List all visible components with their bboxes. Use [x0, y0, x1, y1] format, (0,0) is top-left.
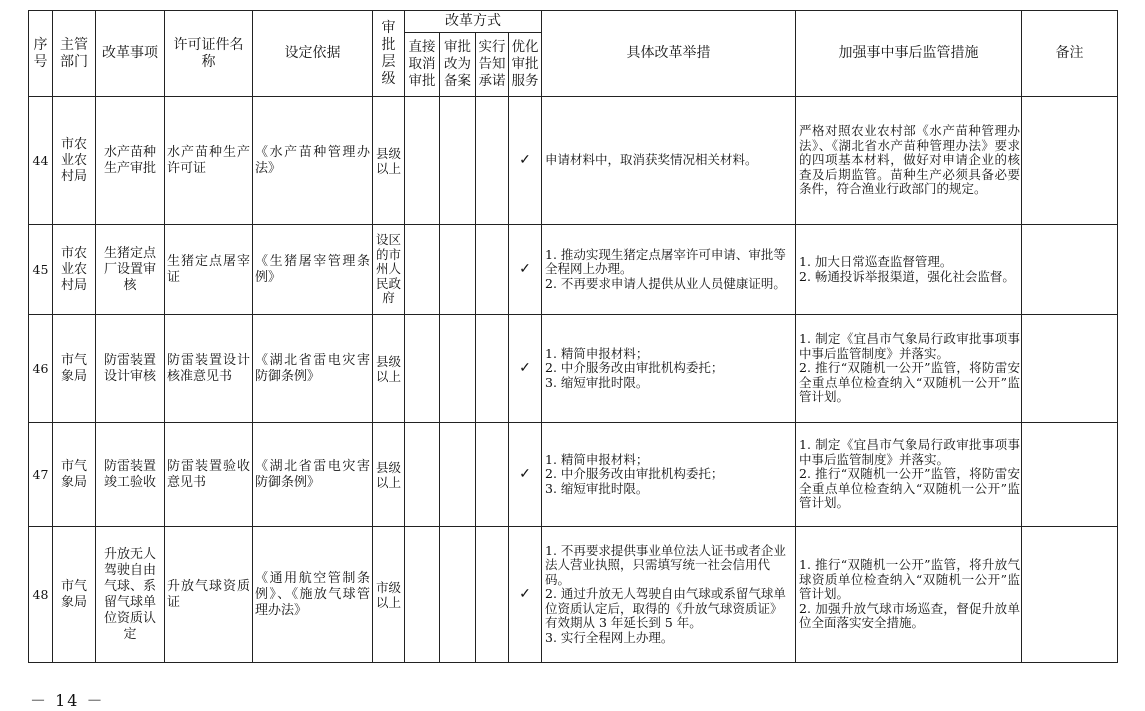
row-measures: 1. 精简申报材料； 2. 中介服务改由审批机构委托； 3. 缩短审批时限。: [542, 423, 796, 527]
header-supervision: 加强事中事后监管措施: [796, 11, 1022, 97]
row-mode-cancel: [405, 423, 440, 527]
row-basis: 《湖北省雷电灾害防御条例》: [253, 423, 373, 527]
row-mode-promise: [476, 423, 509, 527]
row-supervision: 1. 制定《宜昌市气象局行政审批事项事中事后监管制度》并落实。 2. 推行“双随机一公开”监管，将防雷安全重点单位检查纳入“双随机一公开”监管计划。: [796, 315, 1022, 423]
row-item: 防雷装置竣工验收: [96, 423, 165, 527]
row-item: 防雷装置设计审核: [96, 315, 165, 423]
header-seq: 序号: [29, 11, 53, 97]
row-dept: 市气象局: [53, 315, 96, 423]
row-remark: [1022, 315, 1118, 423]
header-measures: 具体改革举措: [542, 11, 796, 97]
row-mode-record: [440, 225, 476, 315]
header-mode-cancel: 直接取消审批: [405, 33, 440, 97]
header-basis: 设定依据: [253, 11, 373, 97]
row-remark: [1022, 423, 1118, 527]
row-mode-cancel: [405, 97, 440, 225]
header-license: 许可证件名称: [165, 11, 253, 97]
row-license: 水产苗种生产许可证: [165, 97, 253, 225]
row-basis: 《生猪屠宰管理条例》: [253, 225, 373, 315]
row-mode-record: [440, 315, 476, 423]
row-seq: 48: [29, 527, 53, 663]
row-remark: [1022, 527, 1118, 663]
header-mode-promise: 实行告知承诺: [476, 33, 509, 97]
row-supervision: 1. 制定《宜昌市气象局行政审批事项事中事后监管制度》并落实。 2. 推行“双随机一公开”监管，将防雷安全重点单位检查纳入“双随机一公开”监管计划。: [796, 423, 1022, 527]
page-number: － 14 －: [30, 691, 105, 710]
table-row: [29, 97, 1118, 225]
row-measures: 1. 不再要求提供事业单位法人证书或者企业法人营业执照，只需填写统一社会信用代码。 2. 通过升放无人驾驶自由气球或系留气球单位资质认定后，取得的《升放气球资质证》有效期从 3 年延长到 5 年。 3. 实行全程网上办理。: [542, 527, 796, 663]
row-mode-optimize: ✓: [509, 97, 542, 225]
header-dept: 主管部门: [53, 11, 96, 97]
row-mode-optimize: ✓: [509, 315, 542, 423]
row-mode-promise: [476, 225, 509, 315]
reform-table: [28, 10, 1118, 663]
row-level: 县级以上: [373, 423, 405, 527]
row-level: 市级以上: [373, 527, 405, 663]
header-mode-optimize: 优化审批服务: [509, 33, 542, 97]
row-mode-cancel: [405, 315, 440, 423]
row-seq: 46: [29, 315, 53, 423]
row-basis: 《水产苗种管理办法》: [253, 97, 373, 225]
row-level: 县级以上: [373, 97, 405, 225]
row-mode-promise: [476, 97, 509, 225]
row-item: 水产苗种生产审批: [96, 97, 165, 225]
table-row: [29, 527, 1118, 663]
row-supervision: 1. 推行“双随机一公开”监管，将升放气球资质单位检查纳入“双随机一公开”监管计划。 2. 加强升放气球市场巡查，督促升放单位全面落实安全措施。: [796, 527, 1022, 663]
row-measures: 申请材料中，取消获奖情况相关材料。: [542, 97, 796, 225]
header-item: 改革事项: [96, 11, 165, 97]
row-seq: 47: [29, 423, 53, 527]
header-remark: 备注: [1022, 11, 1118, 97]
row-level: 县级以上: [373, 315, 405, 423]
row-supervision: 1. 加大日常巡查监督管理。 2. 畅通投诉举报渠道，强化社会监督。: [796, 225, 1022, 315]
row-mode-promise: [476, 315, 509, 423]
row-license: 生猪定点屠宰证: [165, 225, 253, 315]
row-dept: 市农业农村局: [53, 225, 96, 315]
row-remark: [1022, 97, 1118, 225]
row-measures: 1. 推动实现生猪定点屠宰许可申请、审批等全程网上办理。 2. 不再要求申请人提供从业人员健康证明。: [542, 225, 796, 315]
row-dept: 市气象局: [53, 527, 96, 663]
row-seq: 44: [29, 97, 53, 225]
row-mode-record: [440, 97, 476, 225]
row-mode-cancel: [405, 225, 440, 315]
row-license: 防雷装置验收意见书: [165, 423, 253, 527]
row-mode-optimize: ✓: [509, 225, 542, 315]
row-level: 设区的市州人民政府: [373, 225, 405, 315]
row-basis: 《湖北省雷电灾害防御条例》: [253, 315, 373, 423]
row-dept: 市气象局: [53, 423, 96, 527]
table-row: [29, 315, 1118, 423]
row-mode-record: [440, 527, 476, 663]
row-mode-record: [440, 423, 476, 527]
row-measures: 1. 精简申报材料； 2. 中介服务改由审批机构委托； 3. 缩短审批时限。: [542, 315, 796, 423]
row-mode-cancel: [405, 527, 440, 663]
header-reform-mode: 改革方式: [405, 11, 542, 33]
row-mode-optimize: ✓: [509, 423, 542, 527]
row-license: 升放气球资质证: [165, 527, 253, 663]
row-basis: 《通用航空管制条例》、《施放气球管理办法》: [253, 527, 373, 663]
header-level: 审批层级: [373, 11, 405, 97]
row-remark: [1022, 225, 1118, 315]
row-item: 升放无人驾驶自由气球、系留气球单位资质认定: [96, 527, 165, 663]
table-row: [29, 225, 1118, 315]
row-item: 生猪定点厂设置审核: [96, 225, 165, 315]
row-license: 防雷装置设计核准意见书: [165, 315, 253, 423]
row-supervision: 严格对照农业农村部《水产苗种管理办法》、《湖北省水产苗种管理办法》要求的四项基本材料，做好对申请企业的核查及后期监管。苗种生产必须具备必要条件，符合渔业行政部门的规定。: [796, 97, 1022, 225]
header-mode-record: 审批改为备案: [440, 33, 476, 97]
row-mode-promise: [476, 527, 509, 663]
table-row: [29, 423, 1118, 527]
row-dept: 市农业农村局: [53, 97, 96, 225]
row-mode-optimize: ✓: [509, 527, 542, 663]
row-seq: 45: [29, 225, 53, 315]
